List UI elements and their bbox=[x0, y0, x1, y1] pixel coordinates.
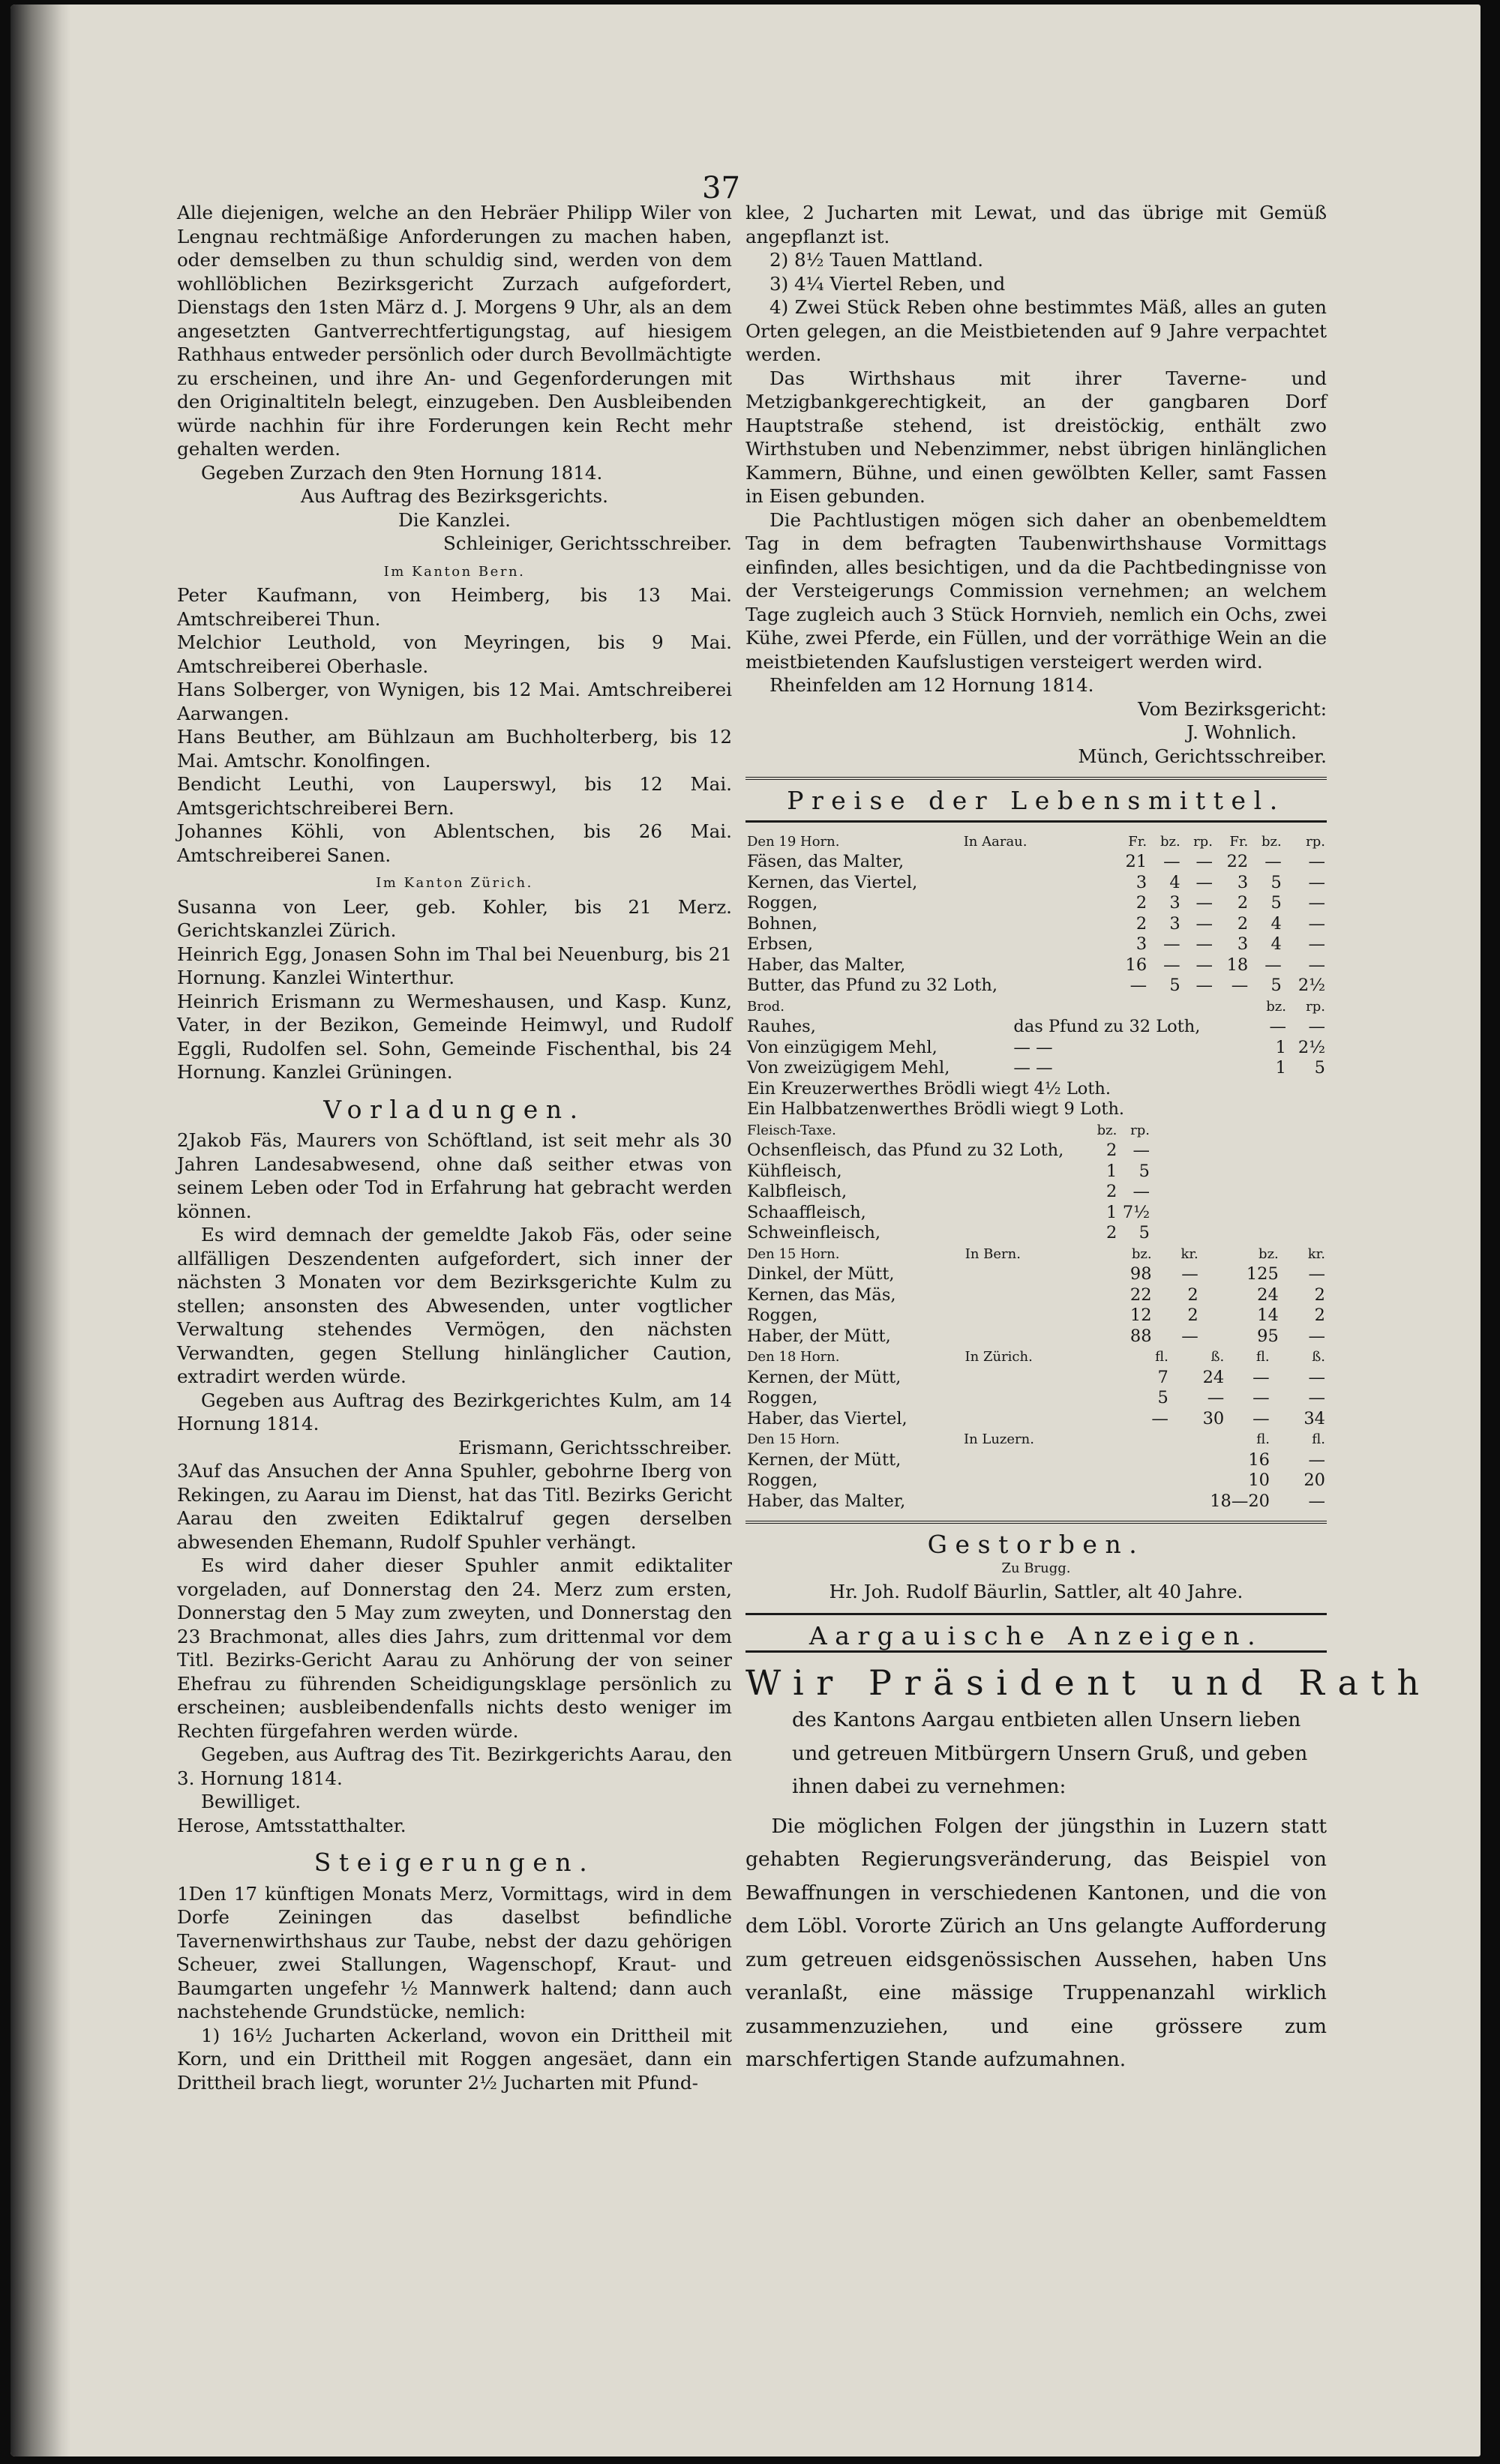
table-row: Kernen, das Viertel, 3 4 — 3 5 — bbox=[747, 872, 1325, 892]
list-item: Hans Beuther, am Bühlzaun am Buchholterberg, bis 12 Mai. Amtschr. Konolfingen. bbox=[177, 726, 732, 772]
price-table-fleisch bbox=[746, 1120, 1327, 1244]
table-row: Roggen, 2 3 — 2 5 — bbox=[747, 893, 1325, 913]
table-row: Haber, der Mütt, 88 — 95 — bbox=[747, 1326, 1325, 1346]
steigerung-conditions: Die Pachtlustigen mögen sich daher an obenbemeldtem Tag in dem befragten Taubenwirthshause Vormittags einfinden, alles besichtigen, und da die Pachtbedingnisse von der Versteigerungs Commission vernehmen; an welchem Tage zugleich auch 3 Stück Hornvieh, nemlich ein Ochs, zwei Kühe, zwei Pferde, ein Füllen, und der vorräthige Wein an die meistbietenden Kaufslustigen versteigert werden wird. bbox=[746, 508, 1327, 673]
table-row: Bohnen, 2 3 — 2 4 — bbox=[747, 913, 1325, 934]
table-row: Dinkel, der Mütt, 98 — 125 — bbox=[747, 1264, 1325, 1284]
steigerung-signature: Münch, Gerichtsschreiber. bbox=[1078, 745, 1327, 767]
price-table-aarau bbox=[746, 832, 1327, 997]
section-divider bbox=[746, 820, 1327, 823]
table-header: Den 18 Horn. In Zürich. fl. ß. fl. ß. bbox=[747, 1349, 1325, 1365]
table-row: Roggen, 5 — — — bbox=[747, 1388, 1325, 1407]
table-row: Schweinfleisch, 2 5 bbox=[747, 1223, 1150, 1242]
list-item: Heinrich Erismann zu Wermeshausen, und Kasp. Kunz, Vater, in der Bezikon, Gemeinde Heimwyl, und Rudolf Eggli, Rudolfen sel. Sohn, Gemeinde Fischenthal, bis 24 Hornung. Kanzlei Grüningen. bbox=[177, 990, 732, 1083]
kanton-zuerich-label: Im Kanton Zürich. bbox=[376, 875, 533, 891]
notice-wiler-signature: Schleiniger, Gerichtsschreiber. bbox=[443, 532, 732, 554]
price-table-luzern bbox=[746, 1429, 1327, 1512]
table-row: Haber, das Malter, 16 — — 18 — — bbox=[747, 955, 1325, 975]
table-row: Kernen, der Mütt, 7 24 — — bbox=[747, 1367, 1325, 1387]
notice-wiler: Alle diejenigen, welche an den Hebräer Philipp Wiler von Lengnau rechtmäßige Anforderungen zu machen haben, oder demselben zu thun schuldig sind, werden von dem wohllöblichen Bezirksgericht Zurzach aufgefordert, Dienstags den 1sten März d. J. Morgens 9 Uhr, als an dem angesetzten Gantverrechtfertigungstag, auf hiesigem Rathhaus entweder persönlich oder durch Bevollmächtigte zu erscheinen, und ihre An- und Gegenforderungen mit den Originaltiteln belegt, einzugeben. Den Ausbleibenden würde nachhin für ihre Forderungen kein Recht mehr gehalten werden. bbox=[177, 202, 732, 460]
table-row: Haber, das Malter, 18—20 — bbox=[747, 1491, 1325, 1511]
vorladung-fas: 2Jakob Fäs, Maurers von Schöftland, ist seit mehr als 30 Jahren Landesabwesend, ohne daß seither etwas von seinem Leben oder Tod in Erfahrung hat gebracht werden können. bbox=[177, 1129, 732, 1222]
table-row: Haber, das Viertel, — 30 — 34 bbox=[747, 1408, 1325, 1428]
list-item: Johannes Köhli, von Ablentschen, bis 26 Mai. Amtschreiberei Sanen. bbox=[177, 820, 732, 866]
table-row: Von einzügigem Mehl, — — 1 2½ bbox=[747, 1037, 1325, 1057]
proclamation-body: Die möglichen Folgen der jüngsthin in Luzern statt gehabten Regierungsveränderung, das Beispiel von Bewaffnungen in verschiedenen Kantonen, und die von dem Löbl. Vororte Zürich an Uns gelangte Aufforderung zum getreuen eidsgenössischen Aussehen, haben Uns veranlaßt, eine mässige Truppenanzahl wirklich zusammenzuziehen, und eine grössere zum marschfertigen Stande aufzumahnen. bbox=[746, 1814, 1327, 2071]
table-header: Den 19 Horn. In Aarau. Fr. bz. rp. Fr. bz. rp. bbox=[747, 833, 1325, 850]
steigerung-continued: klee, 2 Jucharten mit Lewat, und das übrige mit Gemüß angepflanzt ist. bbox=[746, 202, 1327, 247]
vorladung-spuhler-body: Es wird daher dieser Spuhler anmit ediktaliter vorgeladen, auf Donnerstag den 24. Merz zum ersten, Donnerstag den 5 May zum zweyten, und Donnerstag den 23 Brachmonat, alles dies Jahrs, zum drittenmal vor dem Titl. Bezirks-Gericht Aarau zu Anhörung der von seiner Ehefrau zu führenden Scheidigungsklage persönlich zu erscheinen; ausbleibendenfalls nichts desto weniger im Rechten fürgefahren werden würde. bbox=[177, 1554, 732, 1742]
vorladung-fas-signature: Erismann, Gerichtsschreiber. bbox=[458, 1436, 732, 1458]
section-divider bbox=[746, 1613, 1327, 1615]
list-item: Hans Solberger, von Wynigen, bis 12 Mai. Amtschreiberei Aarwangen. bbox=[177, 679, 732, 724]
list-item: Bendicht Leuthi, von Lauperswyl, bis 12 Mai. Amtsgerichtschreiberei Bern. bbox=[177, 773, 732, 819]
list-item: Heinrich Egg, Jonasen Sohn im Thal bei Neuenburg, bis 21 Hornung. Kanzlei Winterthur. bbox=[177, 943, 732, 988]
vorladung-spuhler-date: Gegeben, aus Auftrag des Tit. Bezirkgerichts Aarau, den 3. Hornung 1814. bbox=[177, 1743, 732, 1789]
right-column bbox=[746, 201, 1432, 2077]
proclamation-line: ihnen dabei zu vernehmen: bbox=[792, 1775, 1066, 1798]
proclamation-line: des Kantons Aargau entbieten allen Unsern lieben bbox=[792, 1708, 1301, 1731]
price-table-brod bbox=[746, 997, 1327, 1120]
table-row: Schaaffleisch, 1 7½ bbox=[747, 1202, 1150, 1222]
section-heading-preise: Preise der Lebensmittel. bbox=[787, 786, 1286, 815]
list-item: 2) 8½ Tauen Mattland. bbox=[769, 249, 984, 271]
vorladung-spuhler-approval: Bewilliget. bbox=[200, 1791, 302, 1812]
section-heading-steigerungen: Steigerungen. bbox=[314, 1848, 596, 1877]
price-table-bern bbox=[746, 1244, 1327, 1347]
table-row: Ein Halbbatzenwerthes Brödli wiegt 9 Loth. bbox=[747, 1099, 1125, 1119]
section-divider bbox=[746, 1521, 1327, 1524]
steigerung-signer: J. Wohnlich. bbox=[1186, 721, 1297, 743]
gestorben-entry: Hr. Joh. Rudolf Bäurlin, Sattler, alt 40 Jahre. bbox=[829, 1581, 1244, 1602]
section-heading-vorladungen: Vorladungen. bbox=[323, 1094, 586, 1124]
table-row: Roggen, 10 20 bbox=[747, 1470, 1325, 1490]
table-header: Fleisch-Taxe. bz. rp. bbox=[747, 1122, 1150, 1138]
table-row: Ochsenfleisch, das Pfund zu 32 Loth, 2 — bbox=[747, 1141, 1150, 1160]
left-column bbox=[177, 201, 732, 2094]
table-row: Roggen, 12 2 14 2 bbox=[747, 1305, 1325, 1325]
vorladung-fas-date: Gegeben aus Auftrag des Bezirkgerichtes Kulm, am 14 Hornung 1814. bbox=[177, 1389, 732, 1434]
newspaper-page bbox=[10, 4, 1480, 2457]
table-row: Butter, das Pfund zu 32 Loth, — 5 — — 5 2½ bbox=[747, 976, 1325, 995]
table-row: Ein Kreuzerwerthes Brödli wiegt 4½ Loth. bbox=[747, 1078, 1112, 1099]
notice-wiler-office: Die Kanzlei. bbox=[398, 508, 511, 531]
list-item: Susanna von Leer, geb. Kohler, bis 21 Merz. Gerichtskanzlei Zürich. bbox=[177, 895, 732, 941]
table-header: Den 15 Horn. In Bern. bz. kr. bz. kr. bbox=[747, 1245, 1325, 1262]
vorladung-spuhler: 3Auf das Ansuchen der Anna Spuhler, gebohrne Iberg von Rekingen, zu Aarau im Dienst, hat das Titl. Bezirks Gericht Aarau den zweiten Ediktalruf gegen derselben abwesenden Ehemann, Rudolf Spuhler verhängt. bbox=[177, 1460, 732, 1553]
table-row: Kalbfleisch, 2 — bbox=[747, 1182, 1150, 1201]
steigerung-zeiningen: 1Den 17 künftigen Monats Merz, Vormittags, wird in dem Dorfe Zeiningen das daselbst befindliche Tavernenwirthshaus zur Taube, nebst der dazu gehörigen Scheuer, zwei Stallungen, Wagenschopf, Kraut- und Baumgarten ungefehr ½ Mannwerk haltend; dann auch nachstehende Grundstücke, nemlich: bbox=[177, 1882, 732, 2022]
table-row: Rauhes, das Pfund zu 32 Loth, — — bbox=[747, 1017, 1325, 1036]
page-number: 37 bbox=[702, 171, 740, 205]
vorladung-spuhler-signature: Herose, Amtsstatthalter. bbox=[177, 1814, 406, 1836]
section-divider bbox=[746, 1650, 1327, 1653]
list-item: Melchior Leuthold, von Meyringen, bis 9 Mai. Amtschreiberei Oberhasle. bbox=[177, 631, 732, 677]
proclamation-line: und getreuen Mitbürgern Unsern Gruß, und geben bbox=[792, 1741, 1308, 1765]
book-spine-shadow bbox=[10, 4, 70, 2457]
table-row: Von zweizügigem Mehl, — — 1 5 bbox=[747, 1058, 1325, 1078]
notice-wiler-date: Gegeben Zurzach den 9ten Hornung 1814. bbox=[200, 461, 603, 484]
kanton-bern-label: Im Kanton Bern. bbox=[383, 563, 526, 580]
table-header: Brod. bz. rp. bbox=[747, 998, 1325, 1015]
proclamation-title: Wir Präsident und Rath bbox=[746, 1662, 1432, 1703]
section-divider bbox=[746, 777, 1327, 780]
price-table-zuerich bbox=[746, 1347, 1327, 1429]
table-row: Kühfleisch, 1 5 bbox=[747, 1161, 1150, 1181]
table-header: Den 15 Horn. In Luzern. fl. fl. bbox=[747, 1431, 1325, 1447]
steigerung-date: Rheinfelden am 12 Hornung 1814. bbox=[769, 674, 1094, 696]
list-item: 3) 4¼ Viertel Reben, und bbox=[769, 272, 1006, 295]
section-heading-anzeigen: Aargauische Anzeigen. bbox=[808, 1620, 1264, 1650]
section-heading-gestorben: Gestorben. bbox=[927, 1530, 1145, 1559]
notice-wiler-authority: Aus Auftrag des Bezirksgerichts. bbox=[301, 485, 608, 507]
list-item: 4) Zwei Stück Reben ohne bestimmtes Mäß, alles an guten Orten gelegen, an die Meistbietenden auf 9 Jahre verpachtet werden. bbox=[746, 296, 1327, 365]
gestorben-place: Zu Brugg. bbox=[1001, 1560, 1071, 1576]
vorladung-fas-body: Es wird demnach der gemeldte Jakob Fäs, oder seine allfälligen Deszendenten aufgefordert, sich inner der nächsten 3 Monaten vor dem Bezirksgerichte Kulm zu stellen; ansonsten des Abwesenden, unter vogtlicher Verwaltung stehendes Vermögen, den nächsten Verwandten, gegen Stellung hinlänglicher Caution, extradirt werden würde. bbox=[177, 1224, 732, 1387]
table-row: Erbsen, 3 — — 3 4 — bbox=[747, 934, 1325, 954]
steigerung-wirthshaus: Das Wirthshaus mit ihrer Taverne- und Metzigbankgerechtigkeit, an der gangbaren Dorf Hauptstraße stehend, ist dreistöckig, enthält zwo Wirthstuben und Nebenzimmer, nebst übrigen hinlänglichen Kammern, Bühne, und einen gewölbten Keller, samt Fassen in Eisen gebunden. bbox=[746, 367, 1327, 507]
steigerung-authority: Vom Bezirksgericht: bbox=[1138, 697, 1327, 720]
table-row: Fäsen, das Malter, 21 — — 22 — — bbox=[747, 852, 1325, 871]
table-row: Kernen, der Mütt, 16 — bbox=[747, 1449, 1325, 1470]
table-row: Kernen, das Mäs, 22 2 24 2 bbox=[747, 1284, 1325, 1305]
list-item: Peter Kaufmann, von Heimberg, bis 13 Mai. Amtschreiberei Thun. bbox=[177, 584, 732, 630]
steigerung-item-1: 1) 16½ Jucharten Ackerland, wovon ein Drittheil mit Korn, und ein Drittheil mit Roggen angesäet, dann ein Drittheil brach liegt, worunter 2½ Jucharten mit Pfund- bbox=[177, 2024, 732, 2094]
